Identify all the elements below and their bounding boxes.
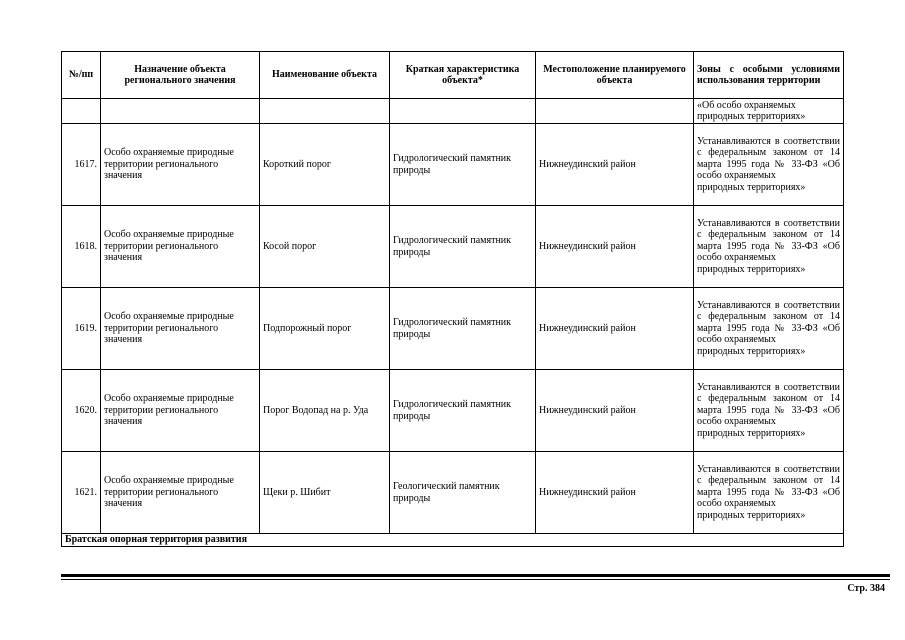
row-name: Порог Водопад на р. Уда — [260, 370, 390, 452]
row-name: Подпорожный порог — [260, 288, 390, 370]
row-zones-end: природных территориях» — [697, 345, 806, 357]
header-zones: Зоны с особыми условиями использования территории — [694, 52, 844, 99]
row-name: Косой порог — [260, 206, 390, 288]
row-num: 1620. — [62, 370, 101, 452]
table-row — [62, 288, 844, 370]
row-zones-end: природных территориях» — [697, 263, 806, 275]
table-row — [62, 452, 844, 534]
row-zones-end: природных территориях» — [697, 427, 806, 439]
row-description: Гидрологический памятник природы — [390, 370, 536, 452]
row-description: Гидрологический памятник природы — [390, 288, 536, 370]
row-zones-text: Устанавливаются в соответствии с федеральным законом от 14 марта 1995 года № 33-ФЗ «Об особо охраняемых — [697, 135, 840, 182]
row-location: Нижнеудинский район — [536, 124, 694, 206]
row-zones — [694, 452, 844, 534]
row-num: 1618. — [62, 206, 101, 288]
row-num: 1619. — [62, 288, 101, 370]
section-title: Братская опорная территория развития — [62, 534, 844, 547]
objects-table — [61, 51, 844, 547]
continuation-row — [62, 99, 844, 124]
table-row — [62, 370, 844, 452]
footer-rule-thin — [61, 579, 890, 580]
row-zones-text: Устанавливаются в соответствии с федеральным законом от 14 марта 1995 года № 33-ФЗ «Об особо охраняемых — [697, 217, 840, 264]
header-num: №/пп — [62, 52, 101, 99]
row-zones — [694, 124, 844, 206]
header-name: Наименование объекта — [260, 52, 390, 99]
row-purpose: Особо охраняемые природные территории регионального значения — [101, 370, 260, 452]
section-row — [62, 534, 844, 547]
row-location: Нижнеудинский район — [536, 288, 694, 370]
row-purpose: Особо охраняемые природные территории регионального значения — [101, 124, 260, 206]
row-name: Щеки р. Шибит — [260, 452, 390, 534]
row-location: Нижнеудинский район — [536, 206, 694, 288]
page-number: Стр. 384 — [847, 583, 885, 594]
table-row — [62, 124, 844, 206]
row-num: 1617. — [62, 124, 101, 206]
row-zones-text: Устанавливаются в соответствии с федеральным законом от 14 марта 1995 года № 33-ФЗ «Об особо охраняемых — [697, 299, 840, 346]
row-purpose: Особо охраняемые природные территории регионального значения — [101, 452, 260, 534]
footer-rule-thick — [61, 574, 890, 577]
row-purpose: Особо охраняемые природные территории регионального значения — [101, 206, 260, 288]
header-purpose: Назначение объекта регионального значения — [101, 52, 260, 99]
continuation-zone-line2: природных территориях» — [697, 111, 806, 122]
row-zones-text: Устанавливаются в соответствии с федеральным законом от 14 марта 1995 года № 33-ФЗ «Об особо охраняемых — [697, 381, 840, 428]
row-zones-end: природных территориях» — [697, 509, 806, 521]
table-row — [62, 206, 844, 288]
row-zones — [694, 206, 844, 288]
continuation-zone-line1: «Об особо охраняемых — [697, 99, 796, 111]
header-description: Краткая характеристика объекта* — [390, 52, 536, 99]
continuation-zone-cell — [694, 99, 844, 124]
row-purpose: Особо охраняемые природные территории регионального значения — [101, 288, 260, 370]
row-zones-end: природных территориях» — [697, 181, 806, 193]
row-location: Нижнеудинский район — [536, 370, 694, 452]
row-zones — [694, 288, 844, 370]
row-description: Геологический памятник природы — [390, 452, 536, 534]
row-name: Короткий порог — [260, 124, 390, 206]
row-description: Гидрологический памятник природы — [390, 124, 536, 206]
row-zones-text: Устанавливаются в соответствии с федеральным законом от 14 марта 1995 года № 33-ФЗ «Об особо охраняемых — [697, 463, 840, 510]
row-num: 1621. — [62, 452, 101, 534]
row-description: Гидрологический памятник природы — [390, 206, 536, 288]
row-location: Нижнеудинский район — [536, 452, 694, 534]
table-header-row — [62, 52, 844, 99]
row-zones — [694, 370, 844, 452]
header-location: Местоположение планируемого объекта — [536, 52, 694, 99]
